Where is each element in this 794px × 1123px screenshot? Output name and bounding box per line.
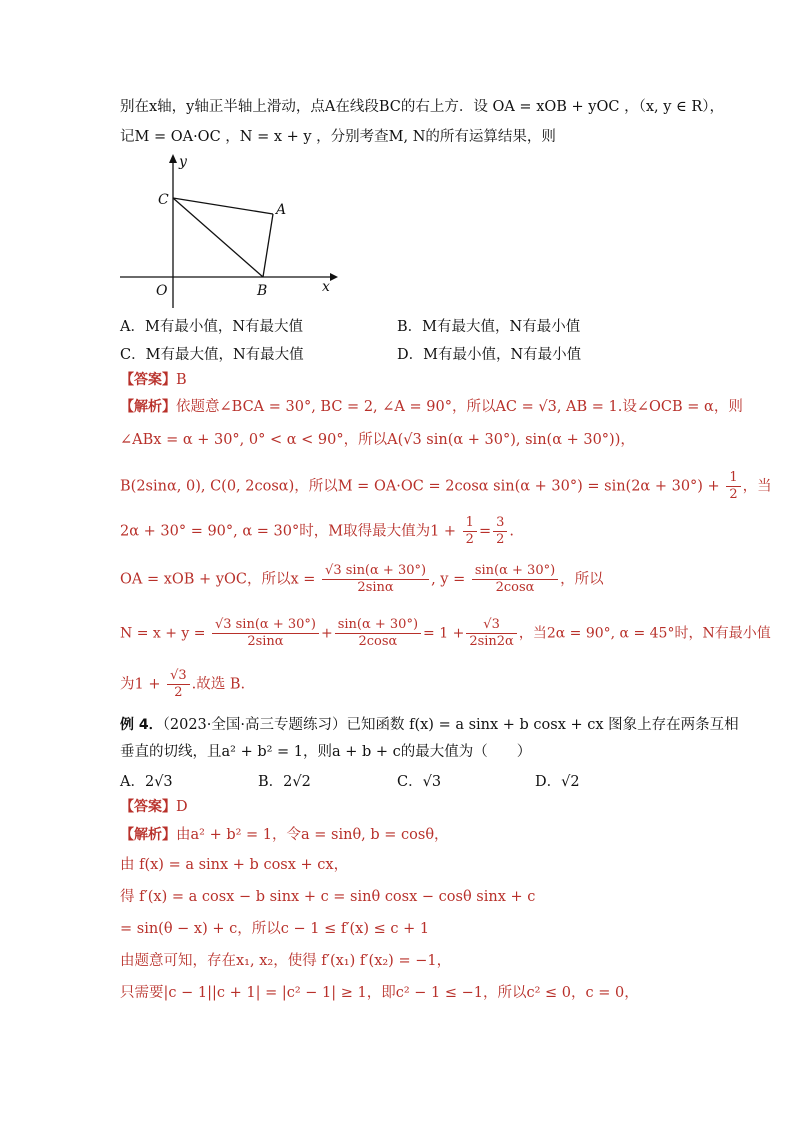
solution-line-1 [120, 397, 743, 417]
denominator: 2cosα [495, 580, 535, 595]
answer-value: D [176, 799, 188, 815]
solution-text: .故选 B. [191, 676, 246, 693]
example-heading: 例 4． [120, 717, 163, 733]
fraction [167, 668, 190, 701]
solution-text: OA = xOB + yOC，所以x = [120, 571, 316, 588]
solution-line-2: ∠ABx = α + 30°, 0° < α < 90°，所以A(√3 sin(α + 30°), sin(α + 30°))， [120, 432, 635, 448]
answer-tag: 【答案】 [120, 372, 176, 388]
option-c: C．M有最大值，N有最大值 [120, 347, 304, 363]
label-B: B [257, 283, 268, 299]
solution4-line-4: = sin(θ − x) + c，所以c − 1 ≤ f′(x) ≤ c + 1 [120, 921, 430, 937]
numerator: 1 [463, 515, 477, 532]
solution4-line-3: 得 f′(x) = a cosx − b sinx + c = sinθ cosx − cosθ sinx + c [120, 889, 536, 905]
analysis-tag: 【解析】 [120, 827, 176, 843]
numerator: sin(α + 30°) [335, 617, 421, 634]
equals-sign: = [478, 523, 492, 540]
solution4-line-1 [120, 825, 449, 845]
denominator: 2 [729, 487, 738, 502]
fraction [726, 470, 740, 503]
numerator: 1 [726, 470, 740, 487]
answer-value: B [176, 372, 187, 388]
ex4-option-c: C．√3 [397, 774, 442, 790]
numerator: 3 [493, 515, 507, 532]
solution-text: ，所以 [560, 571, 604, 588]
answer-line-3 [120, 370, 187, 390]
fraction [463, 515, 477, 548]
ex4-option-b: B．2√2 [258, 774, 311, 790]
solution-text: N = x + y = [120, 625, 206, 642]
solution4-line-5: 由题意可知，存在x₁, x₂，使得 f′(x₁) f′(x₂) = −1， [120, 953, 452, 969]
numerator: √3 sin(α + 30°) [322, 563, 429, 580]
solution-line-7 [120, 668, 245, 701]
denominator: 2 [174, 685, 183, 700]
denominator: 2sin2α [469, 634, 514, 649]
solution4-line-6: 只需要|c − 1||c + 1| = |c² − 1| ≥ 1，即c² − 1 ≤ −1，所以c² ≤ 0，c = 0， [120, 985, 639, 1001]
answer-line-4 [120, 797, 188, 817]
y-axis-arrow [169, 154, 177, 163]
solution-line-5 [120, 563, 604, 596]
denominator: 2cosα [358, 634, 398, 649]
denominator: 2 [465, 532, 474, 547]
x-axis-arrow [330, 273, 338, 281]
segment-AB [263, 214, 273, 277]
solution-text: 2α + 30° = 90°, α = 30°时，M取得最大值为1 + [120, 523, 457, 540]
example-4-line-2: 垂直的切线，且a² + b² = 1，则a + b + c的最大值为（ ） [120, 744, 532, 760]
solution-text: , y = [431, 571, 466, 588]
numerator: √3 [167, 668, 190, 685]
numerator: √3 sin(α + 30°) [212, 617, 319, 634]
plus-sign: + [320, 625, 333, 642]
label-A: A [276, 202, 287, 218]
solution-text: = 1 + [423, 625, 465, 642]
denominator: 2sinα [357, 580, 394, 595]
ex4-option-d: D．√2 [535, 774, 580, 790]
solution-line-6 [120, 617, 771, 650]
solution-text: ，当2α = 90°, α = 45°时，N有最小值 [518, 625, 771, 642]
question-text: （2023·全国·高三专题练习）已知函数 f(x) = a sinx + b cosx + cx 图象上存在两条互相 [162, 717, 739, 733]
label-C: C [158, 192, 169, 208]
solution-line-4 [120, 515, 514, 548]
solution-line-3 [120, 470, 772, 503]
solution-text: 为1 + [120, 676, 161, 693]
analysis-tag: 【解析】 [120, 399, 176, 415]
solution-text: 由a² + b² = 1，令a = sinθ, b = cosθ， [176, 827, 449, 843]
fraction [212, 617, 319, 650]
fraction [335, 617, 421, 650]
numerator: √3 [466, 617, 517, 634]
question-text-line-2: 记M = OA·OC ，N = x + y ，分别考查M, N的所有运算结果，则 [120, 129, 556, 145]
fraction [493, 515, 507, 548]
option-d: D．M有最小值，N有最小值 [397, 347, 582, 363]
label-x: x [322, 279, 330, 295]
ex4-option-a: A．2√3 [120, 774, 173, 790]
fraction [472, 563, 558, 596]
answer-tag: 【答案】 [120, 799, 176, 815]
label-O: O [156, 283, 168, 299]
question-text-line-1: 别在x轴，y轴正半轴上滑动，点A在线段BC的右上方．设 OA = xOB + yOC ，（x, y ∈ R）， [120, 99, 725, 115]
solution-text: 依题意∠BCA = 30°, BC = 2, ∠A = 90°，所以AC = √3, AB = 1.设∠OCB = α，则 [176, 399, 743, 415]
option-b: B．M有最大值，N有最小值 [397, 319, 581, 335]
solution-text: B(2sinα, 0), C(0, 2cosα)，所以M = OA·OC = 2cosα sin(α + 30°) = sin(2α + 30°) + [120, 478, 720, 495]
denominator: 2 [496, 532, 505, 547]
fraction [322, 563, 429, 596]
denominator: 2sinα [247, 634, 284, 649]
label-y: y [179, 154, 187, 170]
fraction [466, 617, 517, 650]
geometry-figure [118, 150, 338, 310]
solution-text: ，当 [742, 478, 772, 495]
numerator: sin(α + 30°) [472, 563, 558, 580]
solution-text: . [509, 523, 514, 540]
option-a: A．M有最小值，N有最大值 [120, 319, 304, 335]
example-4-line-1 [120, 715, 739, 735]
solution4-line-2: 由 f(x) = a sinx + b cosx + cx， [120, 857, 349, 873]
